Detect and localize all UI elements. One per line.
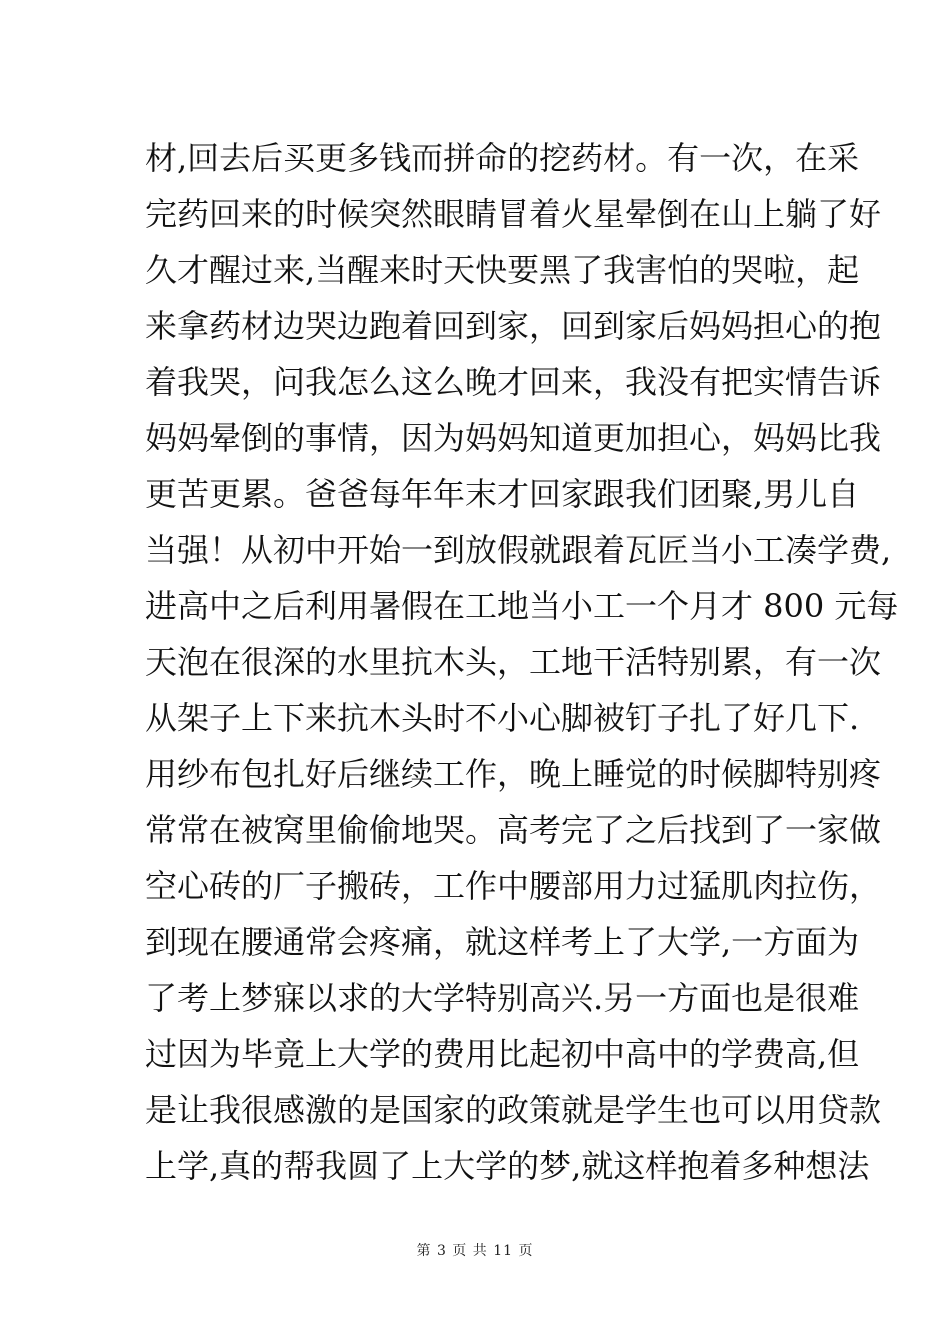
text-line: 用纱布包扎好后继续工作，晚上睡觉的时候脚特别疼: [145, 755, 882, 793]
text-line: 过因为毕竟上大学的费用比起初中高中的学费高,但: [145, 1035, 860, 1073]
text-line: 当强！从初中开始一到放假就跟着瓦匠当小工凑学费,: [145, 531, 892, 569]
page-number-footer: 第 3 页 共 11 页: [416, 1243, 534, 1259]
text-line: 空心砖的厂子搬砖，工作中腰部用力过猛肌肉拉伤，: [145, 867, 882, 905]
text-line: 进高中之后利用暑假在工地当小工一个月才 800 元每: [145, 587, 899, 625]
text-line: 是让我很感激的是国家的政策就是学生也可以用贷款: [145, 1091, 882, 1129]
text-line: 常常在被窝里偷偷地哭。高考完了之后找到了一家做: [145, 811, 882, 849]
text-line: 了考上梦寐以求的大学特别高兴.另一方面也是很难: [145, 979, 860, 1017]
text-line: 材,回去后买更多钱而拼命的挖药材。有一次，在采: [145, 139, 860, 177]
text-line: 着我哭，问我怎么这么晚才回来，我没有把实情告诉: [145, 363, 882, 401]
text-line: 来拿药材边哭边跑着回到家，回到家后妈妈担心的抱: [145, 307, 882, 345]
text-line: 从架子上下来抗木头时不小心脚被钉子扎了好几下.: [145, 699, 860, 737]
text-line: 到现在腰通常会疼痛，就这样考上了大学,一方面为: [145, 923, 860, 961]
body-text: [145, 130, 899, 1194]
text-line: 上学,真的帮我圆了上大学的梦,就这样抱着多种想法: [145, 1147, 870, 1185]
text-line: 完药回来的时候突然眼睛冒着火星晕倒在山上躺了好: [145, 195, 882, 233]
text-line: 天泡在很深的水里抗木头，工地干活特别累，有一次: [145, 643, 882, 681]
text-line: 久才醒过来,当醒来时天快要黑了我害怕的哭啦，起: [145, 251, 860, 289]
text-line: 更苦更累。爸爸每年年末才回家跟我们团聚,男儿自: [145, 475, 860, 513]
text-line: 妈妈晕倒的事情，因为妈妈知道更加担心，妈妈比我: [145, 419, 882, 457]
